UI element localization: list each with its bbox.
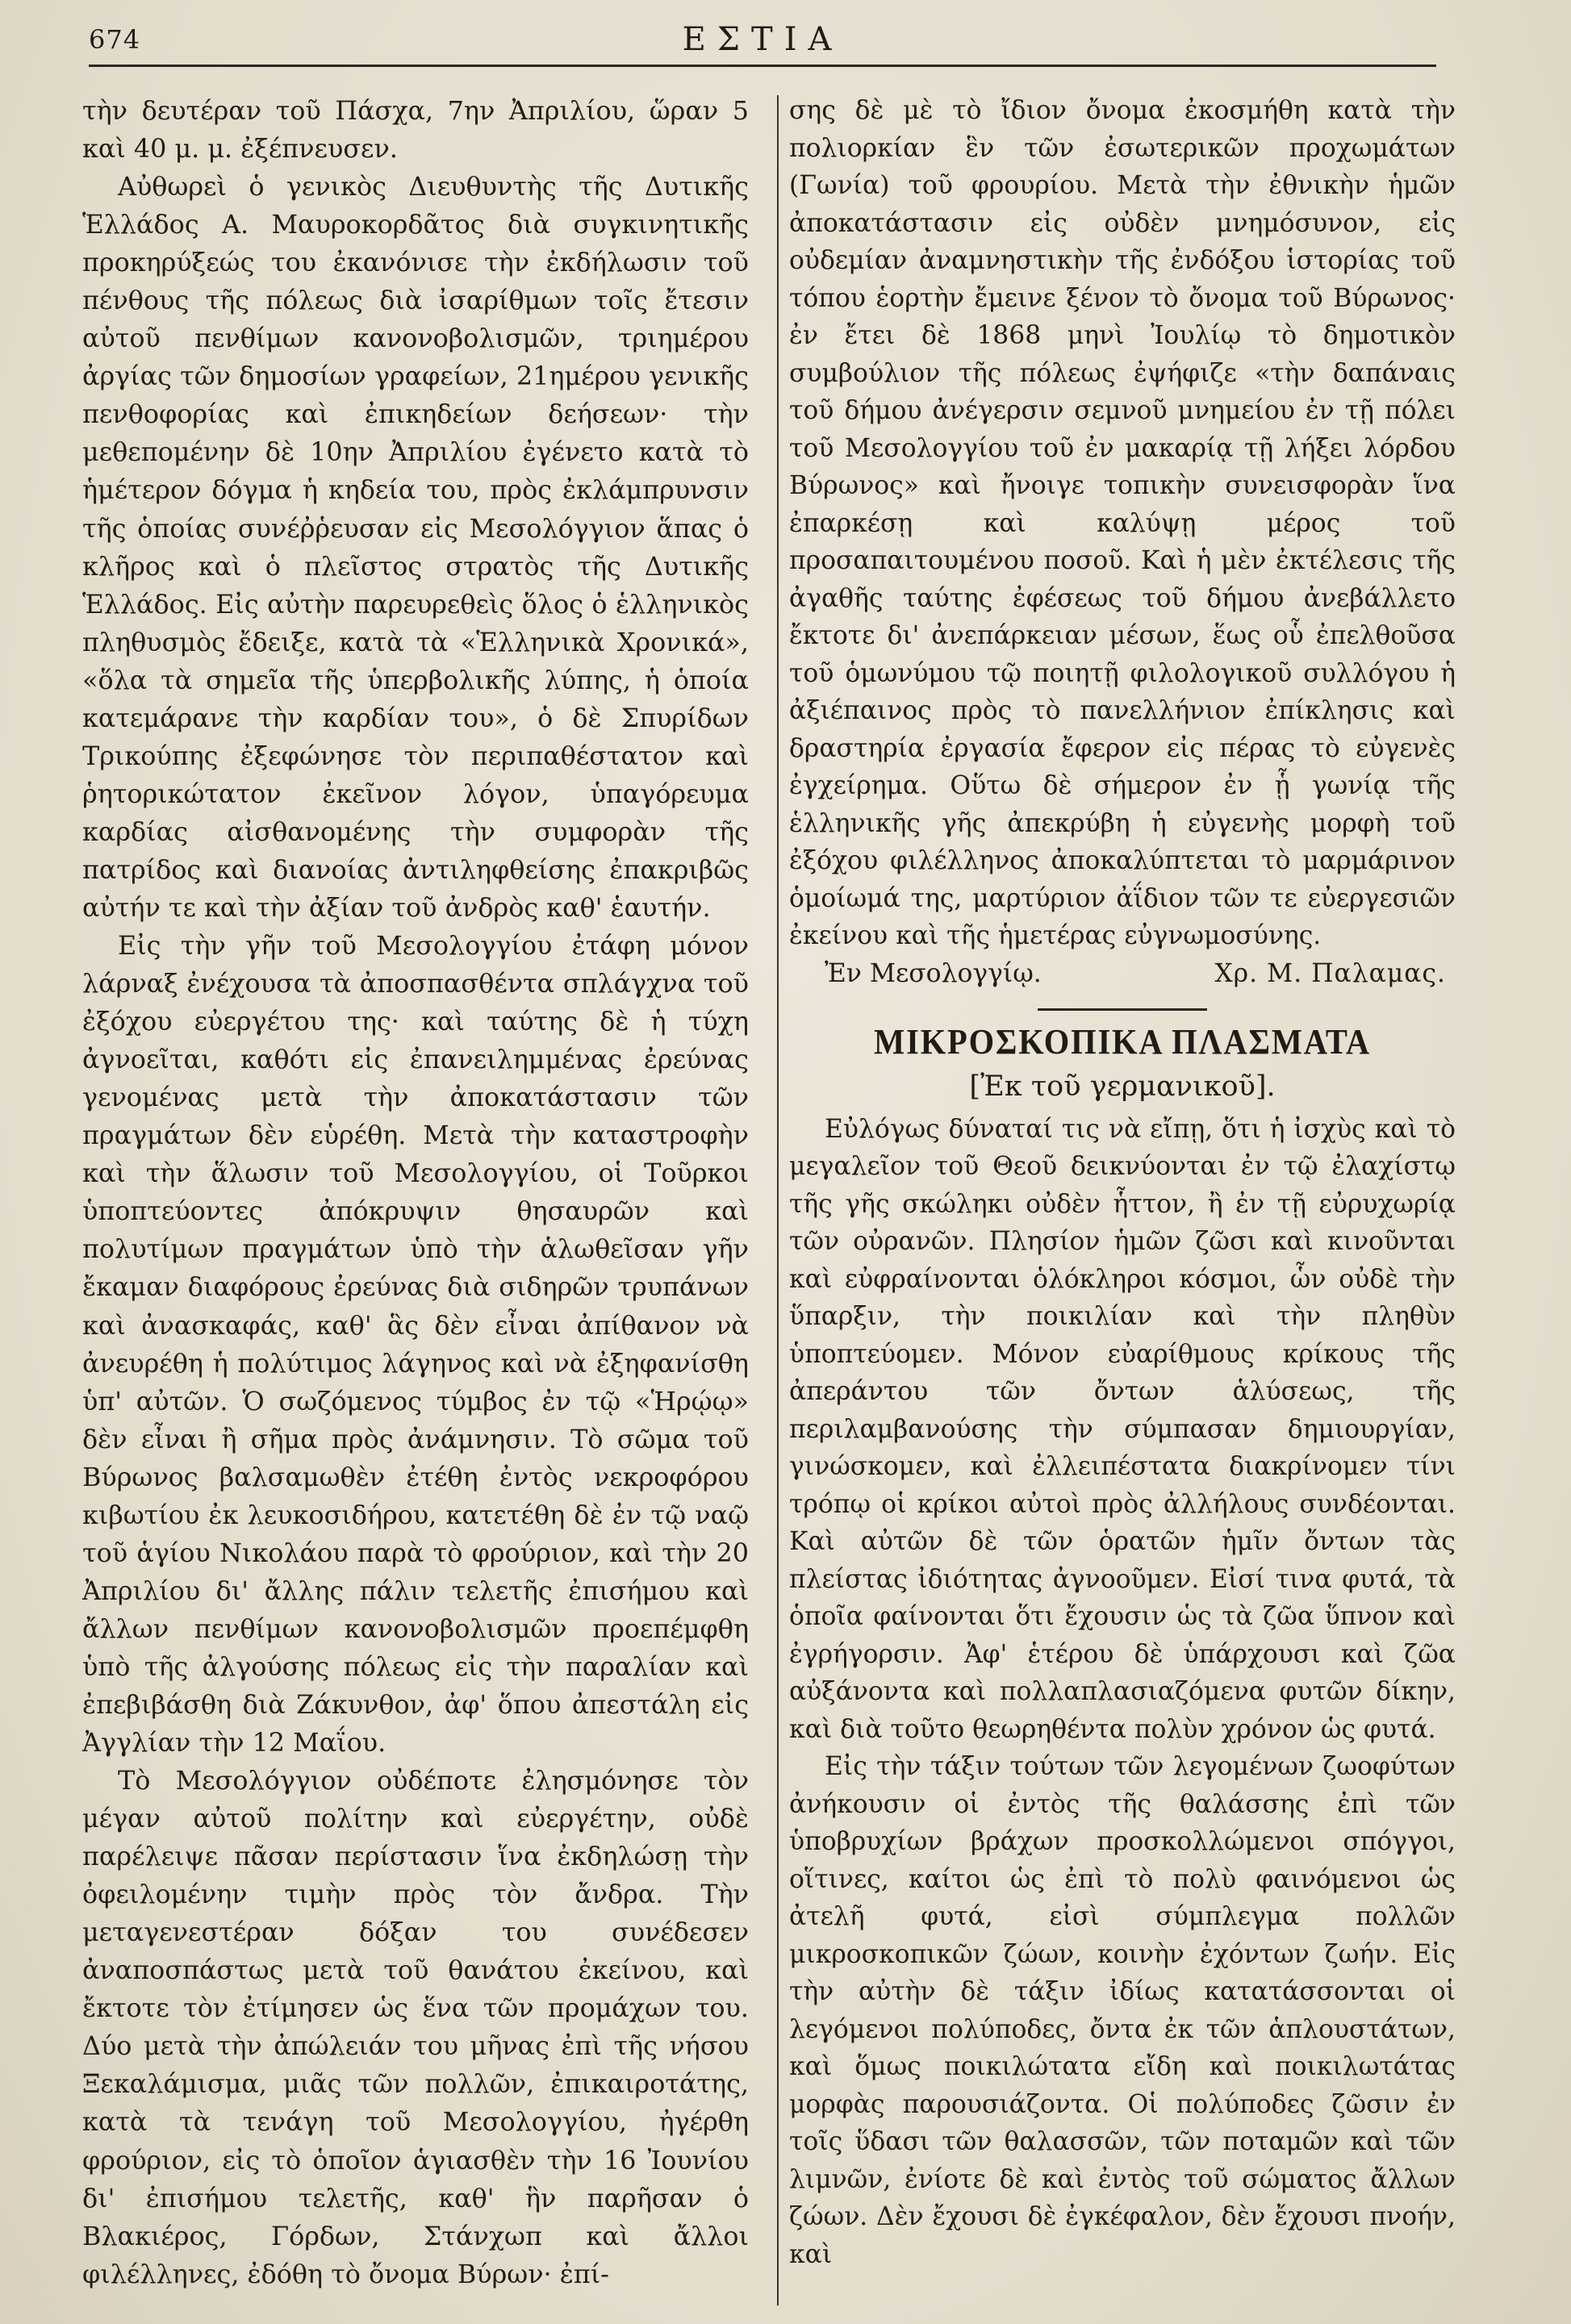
signoff-place: Ἐν Μεσολογγίῳ. [825, 958, 1042, 988]
section-title: ΜΙΚΡΟΣΚΟΠΙΚΑ ΠΛΑΣΜΑΤΑ [874, 1021, 1371, 1062]
page-header [89, 11, 1436, 60]
paragraph: Εἰς τὴν γῆν τοῦ Μεσολογγίου ἐτάφη μόνον λάρναξ ἐνέχουσα τὰ ἀποσπασθέντα σπλάγχνα τοῦ ἐξόχου εὐεργέτου της· καὶ ταύτης δὲ ἡ τύχη ἀγνοεῖται, καθότι εἰς ἐπανειλημμένας ἐρεύνας γενομένας μετὰ τὴν ἀποκατάστασιν τῶν πραγμάτων δὲν εὑρέθη. Μετὰ τὴν καταστροφὴν καὶ τὴν ἅλωσιν τοῦ Μεσολογγίου, οἱ Τοῦρκοι ὑποπτεύοντες ἀπόκρυψιν θησαυρῶν καὶ πολυτίμων πραγμάτων ὑπὸ τὴν ἁλωθεῖσαν γῆν ἔκαμαν διαφόρους ἐρεύνας διὰ σιδηρῶν τρυπάνων καὶ ἀνασκαφάς, καθ' ἃς δὲν εἶναι ἀπίθανον νὰ ἀνευρέθη ἡ πολύτιμος λάγηνος καὶ νὰ ἐξηφανίσθη ὑπ' αὐτῶν. Ὁ σωζόμενος τύμβος ἐν τῷ «Ἡρῴῳ» δὲν εἶναι ἢ σῆμα πρὸς ἀνάμνησιν. Τὸ σῶμα τοῦ Βύρωνος βαλσαμωθὲν ἐτέθη ἐντὸς νεκροφόρου κιβωτίου ἐκ λευκοσιδήρου, κατετέθη δὲ ἐν τῷ ναῷ τοῦ ἁγίου Νικολάου παρὰ τὸ φρούριον, καὶ τὴν 20 Ἀπριλίου δι' ἄλλης πάλιν τελετῆς ἐπισήμου καὶ ἄλλων πενθίμων κανονοβολισμῶν προεπέμφθη ὑπὸ τῆς ἀλγούσης πόλεως εἰς τὴν παραλίαν καὶ ἐπεβιβάσθη διὰ Ζάκυνθον, ἀφ' ὅπου ἀπεστάλη εἰς Ἀγγλίαν τὴν 12 Μαΐου. [82, 931, 749, 1759]
page-number: 674 [89, 24, 141, 55]
paragraph: σης δὲ μὲ τὸ ἴδιον ὄνομα ἐκοσμήθη κατὰ τὴν πολιορκίαν ἓν τῶν ἐσωτερικῶν προχωμάτων (Γωνία) τοῦ φρουρίου. Μετὰ τὴν ἐθνικὴν ἡμῶν ἀποκατάστασιν εἰς οὐδὲν μνημόσυνον, εἰς οὐδεμίαν ἀναμνηστικὴν τῆς ἐνδόξου ἱστορίας τοῦ τόπου ἑορτὴν ἔμεινε ξένον τὸ ὄνομα τοῦ Βύρωνος· ἐν ἔτει δὲ 1868 μηνὶ Ἰουλίῳ τὸ δημοτικὸν συμβούλιον τῆς πόλεως ἐψήφιζε «τὴν δαπάναις τοῦ δήμου ἀνέγερσιν σεμνοῦ μνημείου ἐν τῇ πόλει τοῦ Μεσολογγίου τοῦ ἐν μακαρίᾳ τῇ λήξει λόρδου Βύρωνος» καὶ ἤνοιγε τοπικὴν συνεισφορὰν ἵνα ἐπαρκέσῃ καὶ καλύψῃ μέρος τοῦ προσαπαιτουμένου ποσοῦ. Καὶ ἡ μὲν ἐκτέλεσις τῆς ἀγαθῆς ταύτης ἐφέσεως τοῦ δήμου ἀνεβάλλετο ἔκτοτε δι' ἀνεπάρκειαν μέσων, ἕως οὗ ἐπελθοῦσα τοῦ ὁμωνύμου τῷ ποιητῇ φιλολογικοῦ συλλόγου ἡ ἀξιέπαινος πρὸς τὸ πανελλήνιον ἐπίκλησις καὶ δραστηρία ἐργασία ἔφερον εἰς πέρας τὸ εὐγενὲς ἐγχείρημα. Οὕτω δὲ σήμερον ἐν ᾗ γωνίᾳ τῆς ἑλληνικῆς γῆς ἀπεκρύβη ἡ εὐγενὴς μορφὴ τοῦ ἐξόχου φιλέλληνος ἀποκαλύπτεται τὸ μαρμάρινον ὁμοίωμά της, μαρτύριον ἀΐδιον τῶν τε εὐεργεσιῶν ἐκείνου καὶ τῆς ἡμετέρας εὐγνωμοσύνης. [789, 96, 1456, 950]
paragraph: Αὐθωρεὶ ὁ γενικὸς Διευθυντὴς τῆς Δυτικῆς Ἑλλάδος Α. Μαυροκορδᾶτος διὰ συγκινητικῆς προκηρύξεώς του ἐκανόνισε τὴν ἐκδήλωσιν τοῦ πένθους τῆς πόλεως διὰ ἰσαρίθμων τοῖς ἔτεσιν αὐτοῦ πενθίμων κανονοβολισμῶν, τριημέρου ἀργίας τῶν δημοσίων γραφείων, 21ημέρου γενικῆς πενθοφορίας καὶ ἐπικηδείων δεήσεων· τὴν μεθεπομένην δὲ 10ην Ἀπριλίου ἐγένετο κατὰ τὸ ἡμέτερον δόγμα ἡ κηδεία του, πρὸς ἐκλάμπρυνσιν τῆς ὁποίας συνέῤῥευσαν εἰς Μεσολόγγιον ἅπας ὁ κλῆρος καὶ ὁ πλεῖστος στρατὸς τῆς Δυτικῆς Ἑλλάδος. Εἰς αὐτὴν παρευρεθεὶς ὅλος ὁ ἑλληνικὸς πληθυσμὸς ἔδειξε, κατὰ τὰ «Ἑλληνικὰ Χρονικά», «ὅλα τὰ σημεῖα τῆς ὑπερβολικῆς λύπης, ἡ ὁποία κατεμάρανε τὴν καρδίαν του», ὁ δὲ Σπυρίδων Τρικούπης ἐξεφώνησε τὸν περιπαθέστατον καὶ ῥητορικώτατον ἐκεῖνον λόγον, ὑπαγόρευμα καρδίας αἰσθανομένης τὴν συμφορὰν τῆς πατρίδος καὶ διανοίας ἀντιληφθείσης ἐπακριβῶς αὐτήν τε καὶ τὴν ἀξίαν τοῦ ἀνδρὸς καθ' ἑαυτήν. [82, 172, 749, 923]
paragraph: Εἰς τὴν τάξιν τούτων τῶν λεγομένων ζωοφύτων ἀνήκουσιν οἱ ἐντὸς τῆς θαλάσσης ἐπὶ τῶν ὑποβρυχίων βράχων προσκολλώμενοι σπόγγοι, οἵτινες, καίτοι ὡς ἐπὶ τὸ πολὺ φαινόμενοι ὡς ἀτελῆ φυτά, εἰσὶ σύμπλεγμα πολλῶν μικροσκοπικῶν ζώων, κοινὴν ἐχόντων ζωήν. Εἰς τὴν αὐτὴν δὲ τάξιν ἰδίως κατατάσσονται οἱ λεγόμενοι πολύποδες, ὄντα ἐκ τῶν ἁπλουστάτων, καὶ ὅμως ποικιλώτατα εἴδη καὶ ποικιλωτάτας μορφὰς παρουσιάζοντα. Οἱ πολύποδες ζῶσιν ἐν τοῖς ὕδασι τῶν θαλασσῶν, τῶν ποταμῶν καὶ τῶν λιμνῶν, ἐνίοτε δὲ καὶ ἐντὸς τοῦ σώματος ἄλλων ζώων. Δὲν ἔχουσι δὲ ἐγκέφαλον, δὲν ἔχουσι πνοήν, καὶ [789, 1752, 1456, 2269]
paragraph: Τὸ Μεσολόγγιον οὐδέποτε ἐλησμόνησε τὸν μέγαν αὐτοῦ πολίτην καὶ εὐεργέτην, οὐδὲ παρέλειψε πᾶσαν περίστασιν ἵνα ἐκδηλώσῃ τὴν ὀφειλομένην τιμὴν πρὸς τὸν ἄνδρα. Τὴν μεταγενεστέραν δόξαν του συνέδεσεν ἀναποσπάστως μετὰ τοῦ θανάτου ἐκείνου, καὶ ἔκτοτε τὸν ἐτίμησεν ὡς ἕνα τῶν προμάχων του. Δύο μετὰ τὴν ἀπώλειάν του μῆνας ἐπὶ τῆς νήσου Ξεκαλάμισμα, μιᾶς τῶν πολλῶν, ἐπικαιροτάτης, κατὰ τὰ τενάγη τοῦ Μεσολογγίου, ἠγέρθη φρούριον, εἰς τὸ ὁποῖον ἁγιασθὲν τὴν 16 Ἰουνίου δι' ἐπισήμου τελετῆς, καθ' ἣν παρῆσαν ὁ Βλακιέρος, Γόρδων, Στάνχωπ καὶ ἄλλοι φιλέλληνες, ἐδόθη τὸ ὄνομα Βύρων· ἐπί- [82, 1766, 749, 2289]
paragraph: Εὐλόγως δύναταί τις νὰ εἴπῃ, ὅτι ἡ ἰσχὺς καὶ τὸ μεγαλεῖον τοῦ Θεοῦ δεικνύονται ἐν τῷ ἐλαχίστῳ τῆς γῆς σκώληκι οὐδὲν ἧττον, ἢ ἐν τῇ εὐρυχωρίᾳ τῶν οὐρανῶν. Πλησίον ἡμῶν ζῶσι καὶ κινοῦνται καὶ εὐφραίνονται ὁλόκληροι κόσμοι, ὧν οὐδὲ τὴν ὕπαρξιν, τὴν ποικιλίαν καὶ τὴν πληθὺν ὑποπτεύομεν. Μόνον εὐαρίθμους κρίκους τῆς ἀπεράντου τῶν ὄντων ἁλύσεως, τῆς περιλαμβανούσης τὴν σύμπασαν δημιουργίαν, γινώσκομεν, καὶ ἐλλειπέστατα διακρίνομεν τίνι τρόπῳ οἱ κρίκοι αὐτοὶ πρὸς ἀλλήλους συνδέονται. Καὶ αὐτῶν δὲ τῶν ὁρατῶν ἡμῖν ὄντων τὰς πλείστας ἰδιότητας ἀγνοοῦμεν. Εἰσί τινα φυτά, τὰ ὁποῖα φαίνονται ὅτι ἔχουσιν ὡς τὰ ζῶα ὕπνον καὶ ἐγρήγορσιν. Ἀφ' ἑτέρου δὲ ὑπάρχουσι καὶ ζῶα αὐξάνοντα καὶ πολλαπλασιαζόμενα φυτῶν δίκην, καὶ διὰ τοῦτο θεωρηθέντα πολὺν χρόνον ὡς φυτά. [789, 1114, 1456, 1744]
section-subtitle: [Ἐκ τοῦ γερμανικοῦ]. [969, 1070, 1276, 1103]
column-divider [777, 95, 779, 2305]
article-signoff [789, 955, 1456, 999]
paragraph: τὴν δευτέραν τοῦ Πάσχα, 7ην Ἀπριλίου, ὥραν 5 καὶ 40 μ. μ. ἐξέπνευσεν. [82, 96, 749, 165]
section-divider [1038, 1008, 1207, 1011]
signoff-author: Χρ. Μ. Παλαμας. [1214, 958, 1446, 988]
right-column [789, 92, 1456, 2273]
header-rule [89, 65, 1436, 67]
left-column [82, 92, 749, 2293]
journal-title: ΕΣΤΙΑ [682, 21, 843, 58]
